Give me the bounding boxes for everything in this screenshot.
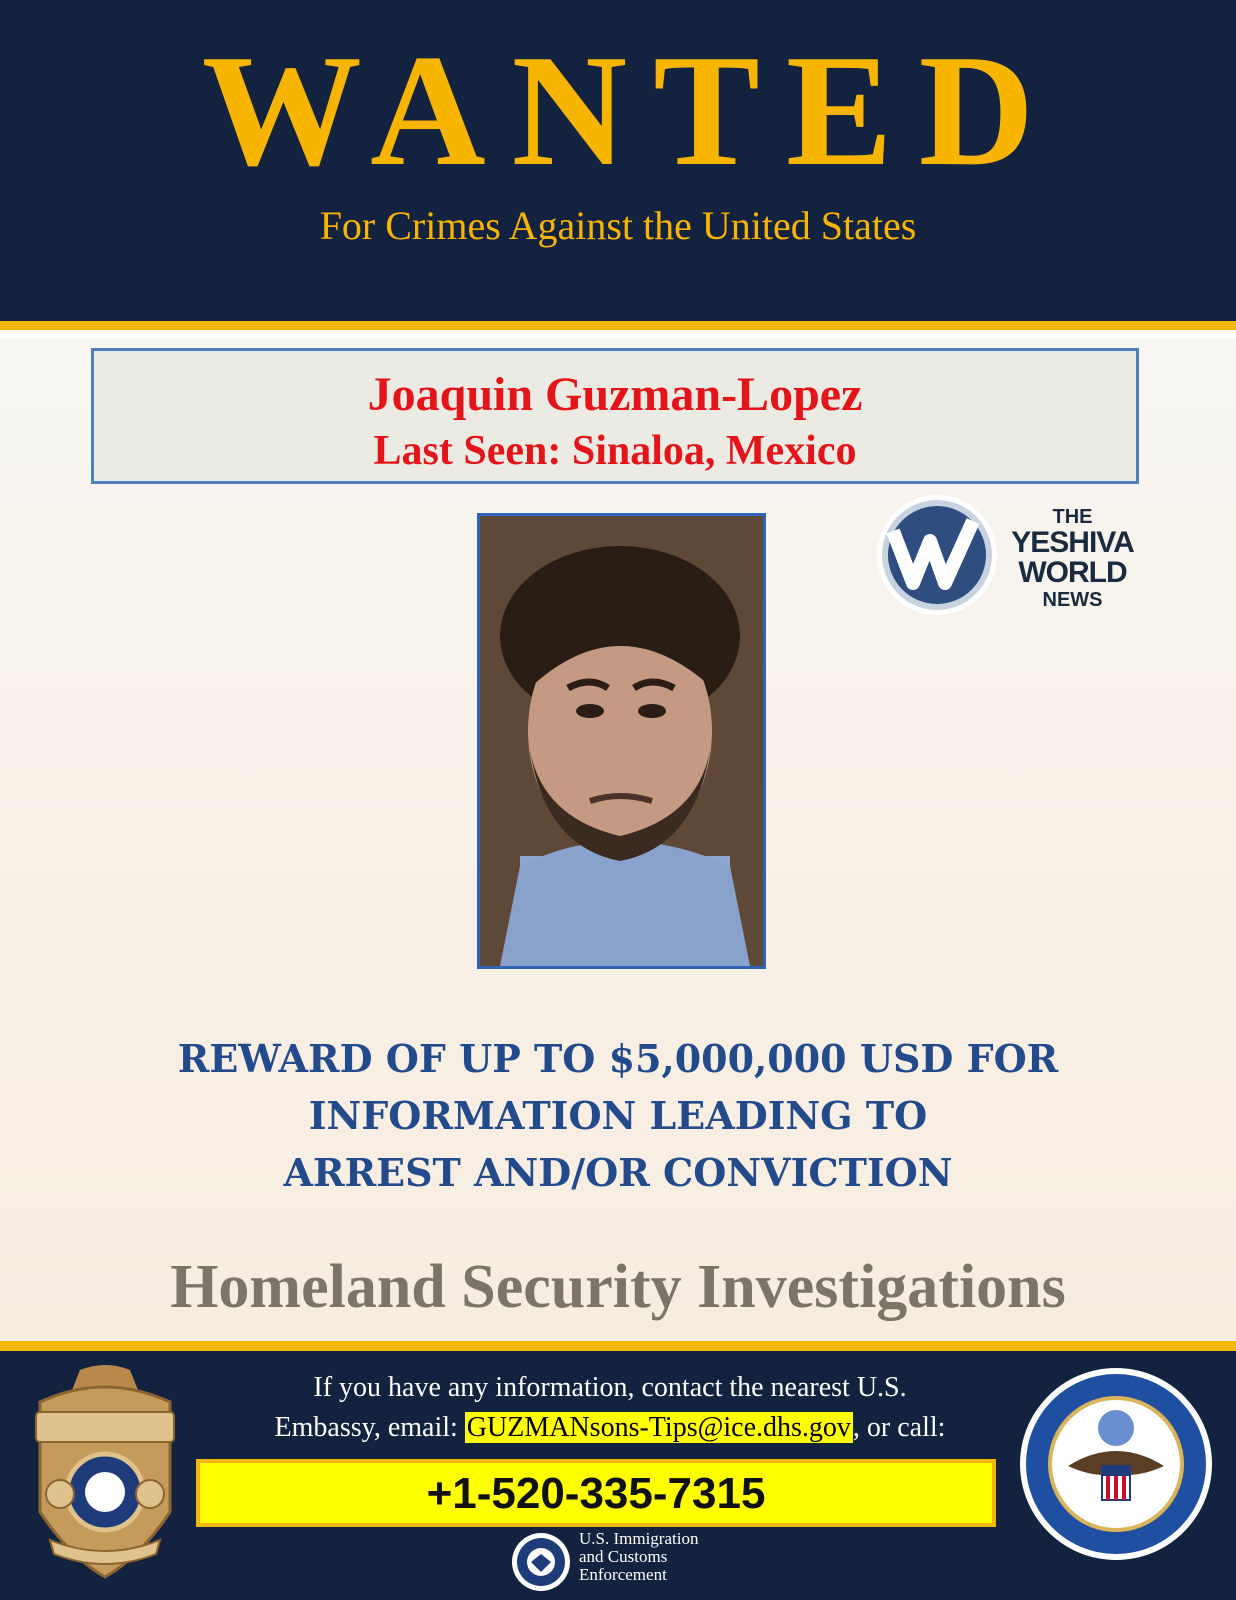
footer-gold-divider — [0, 1341, 1236, 1351]
ice-wordmark — [579, 1530, 698, 1584]
ywn-the: THE — [1052, 506, 1093, 528]
contact-suffix: , or call: — [852, 1412, 946, 1443]
last-seen: Last Seen: Sinaloa, Mexico — [373, 428, 857, 474]
contact-line-2 — [240, 1408, 980, 1448]
contact-prefix: Embassy, email: — [274, 1412, 465, 1443]
portrait-illustration-icon — [480, 516, 763, 966]
tips-phone-number[interactable]: +1-520-335-7315 — [426, 1469, 766, 1518]
ywn-wordmark — [1000, 506, 1145, 612]
ice-line-2: and Customs — [579, 1547, 668, 1566]
contact-info — [240, 1368, 980, 1448]
subject-name: Joaquin Guzman-Lopez — [367, 368, 863, 421]
tips-email-link[interactable]: GUZMANsons-Tips@ice.dhs.gov — [466, 1412, 851, 1443]
subject-name-box — [91, 348, 1139, 484]
ywn-globe-icon — [875, 491, 1005, 619]
hsi-badge — [30, 1362, 180, 1582]
dhs-seal — [511, 1532, 571, 1592]
ice-line-3: Enforcement — [579, 1565, 667, 1584]
agency-name: Homeland Security Investigations — [170, 1253, 1066, 1321]
header-gold-divider — [0, 321, 1236, 330]
hsi-badge-icon — [30, 1362, 180, 1582]
ywn-world: WORLD — [1018, 556, 1127, 589]
wanted-title: WANTED — [201, 21, 1061, 199]
reward-line-1: REWARD OF UP TO $5,000,000 USD FOR — [177, 1036, 1059, 1081]
dhs-seal-icon — [511, 1532, 571, 1592]
department-of-state-seal — [1018, 1366, 1214, 1562]
reward-line-2: INFORMATION LEADING TO — [308, 1093, 928, 1138]
header-subtitle: For Crimes Against the United States — [319, 203, 917, 248]
ywn-news: NEWS — [1042, 589, 1103, 611]
ywn-yeshiva: YESHIVA — [1011, 526, 1134, 559]
reward-text — [0, 1030, 1236, 1201]
subject-photo — [477, 513, 766, 969]
phone-bar — [196, 1459, 996, 1527]
ice-line-1: U.S. Immigration — [579, 1529, 699, 1548]
header-banner — [0, 0, 1236, 330]
state-seal-icon — [1018, 1366, 1214, 1562]
contact-line-1: If you have any information, contact the nearest U.S. — [313, 1372, 907, 1403]
reward-line-3: ARREST AND/OR CONVICTION — [283, 1150, 953, 1195]
